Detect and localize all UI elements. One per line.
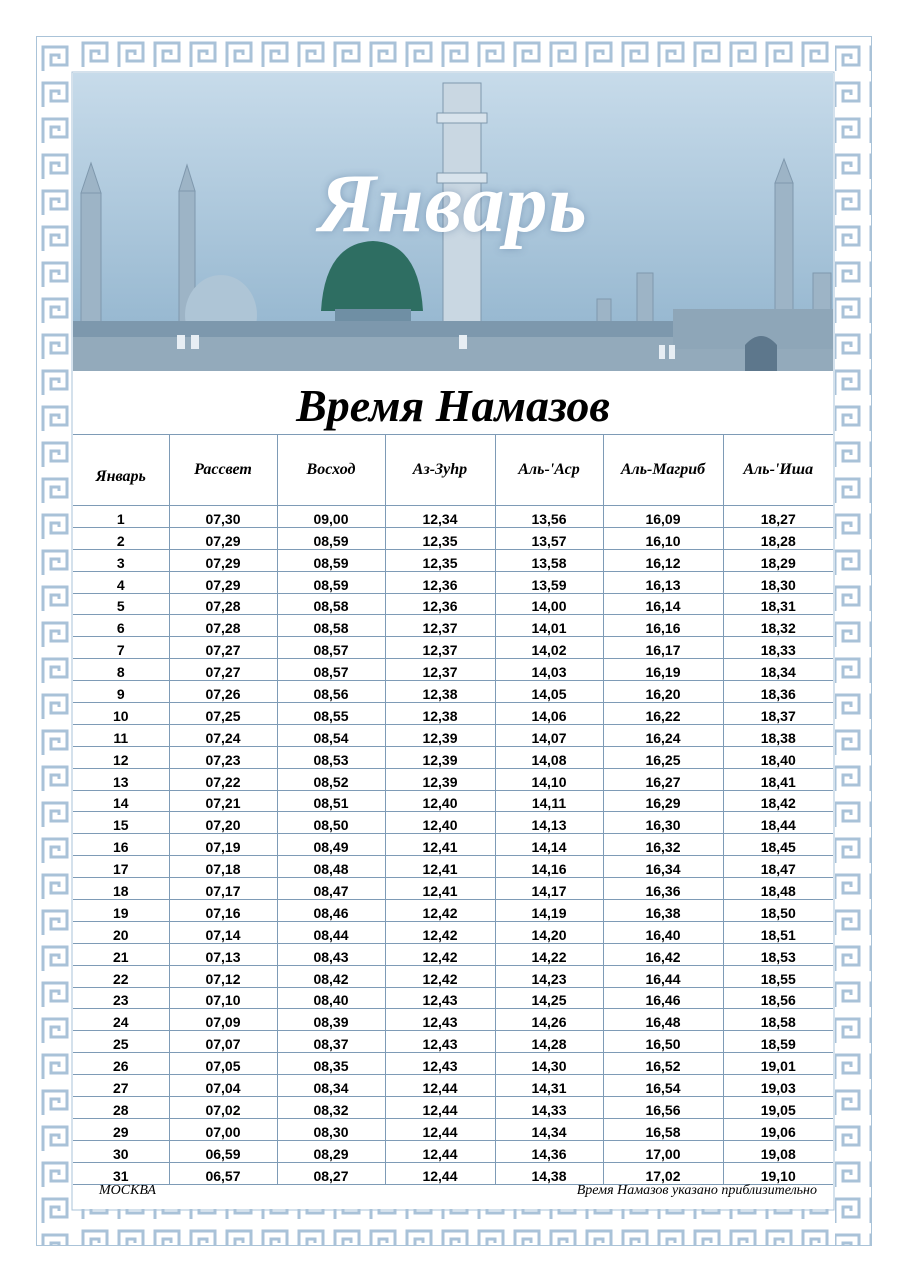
cell-isha: 18,33 [723,637,833,659]
cell-isha: 18,51 [723,921,833,943]
cell-maghrib: 16,22 [603,703,723,725]
cell-isha: 18,38 [723,724,833,746]
table-row [73,1075,833,1097]
cell-sunrise: 08,59 [277,571,385,593]
cell-dawn: 07,23 [169,746,277,768]
cell-day: 1 [73,506,169,528]
cell-day: 4 [73,571,169,593]
cell-maghrib: 16,52 [603,1053,723,1075]
table-row [73,703,833,725]
cell-day: 16 [73,834,169,856]
table-body [73,506,833,1185]
cell-maghrib: 17,00 [603,1140,723,1162]
cell-maghrib: 16,25 [603,746,723,768]
cell-asr: 14,07 [495,724,603,746]
cell-isha: 19,03 [723,1075,833,1097]
cell-zuhr: 12,36 [385,593,495,615]
mosque-banner [73,73,833,371]
cell-isha: 18,32 [723,615,833,637]
cell-dawn: 07,21 [169,790,277,812]
page-frame [36,36,872,1246]
cell-zuhr: 12,42 [385,900,495,922]
cell-isha: 19,06 [723,1118,833,1140]
table-row [73,1053,833,1075]
cell-asr: 14,08 [495,746,603,768]
cell-day: 11 [73,724,169,746]
cell-sunrise: 08,58 [277,593,385,615]
cell-dawn: 07,27 [169,637,277,659]
footer-city: МОСКВА [99,1183,156,1198]
cell-isha: 18,58 [723,1009,833,1031]
cell-day: 22 [73,965,169,987]
cell-maghrib: 16,34 [603,856,723,878]
cell-isha: 18,44 [723,812,833,834]
cell-sunrise: 08,53 [277,746,385,768]
cell-sunrise: 08,37 [277,1031,385,1053]
table-row [73,637,833,659]
cell-maghrib: 16,10 [603,527,723,549]
cell-maghrib: 16,40 [603,921,723,943]
cell-dawn: 07,26 [169,681,277,703]
cell-zuhr: 12,43 [385,1031,495,1053]
cell-zuhr: 12,44 [385,1140,495,1162]
table-row [73,746,833,768]
cell-asr: 14,36 [495,1140,603,1162]
cell-asr: 14,34 [495,1118,603,1140]
cell-maghrib: 16,29 [603,790,723,812]
cell-sunrise: 08,46 [277,900,385,922]
month-banner-title: Январь [318,157,588,250]
cell-sunrise: 08,40 [277,987,385,1009]
cell-zuhr: 12,41 [385,878,495,900]
cell-sunrise: 08,34 [277,1075,385,1097]
cell-zuhr: 12,34 [385,506,495,528]
cell-day: 20 [73,921,169,943]
cell-dawn: 07,17 [169,878,277,900]
table-row [73,812,833,834]
cell-maghrib: 16,38 [603,900,723,922]
cell-day: 14 [73,790,169,812]
table-row [73,856,833,878]
cell-isha: 18,55 [723,965,833,987]
table-row [73,571,833,593]
table-row [73,768,833,790]
table-row [73,790,833,812]
cell-asr: 13,58 [495,549,603,571]
cell-zuhr: 12,43 [385,1053,495,1075]
cell-isha: 18,36 [723,681,833,703]
cell-day: 30 [73,1140,169,1162]
cell-day: 31 [73,1162,169,1184]
cell-day: 5 [73,593,169,615]
cell-asr: 14,33 [495,1097,603,1119]
cell-dawn: 07,02 [169,1097,277,1119]
cell-dawn: 07,13 [169,943,277,965]
footer-note: Время Намазов указано приблизительно [576,1183,817,1198]
content-area [73,73,833,1209]
cell-zuhr: 12,42 [385,943,495,965]
table-header-row [73,435,833,506]
cell-asr: 14,16 [495,856,603,878]
cell-zuhr: 12,39 [385,746,495,768]
cell-dawn: 07,28 [169,615,277,637]
cell-sunrise: 08,42 [277,965,385,987]
cell-maghrib: 16,32 [603,834,723,856]
cell-asr: 14,25 [495,987,603,1009]
cell-isha: 18,28 [723,527,833,549]
cell-zuhr: 12,44 [385,1097,495,1119]
cell-asr: 14,02 [495,637,603,659]
cell-sunrise: 08,59 [277,549,385,571]
cell-sunrise: 09,00 [277,506,385,528]
cell-asr: 14,26 [495,1009,603,1031]
cell-maghrib: 16,12 [603,549,723,571]
cell-sunrise: 08,58 [277,615,385,637]
table-row [73,943,833,965]
cell-day: 25 [73,1031,169,1053]
cell-dawn: 06,59 [169,1140,277,1162]
cell-day: 21 [73,943,169,965]
cell-maghrib: 16,13 [603,571,723,593]
cell-sunrise: 08,50 [277,812,385,834]
cell-zuhr: 12,44 [385,1075,495,1097]
cell-day: 13 [73,768,169,790]
cell-isha: 18,29 [723,549,833,571]
cell-sunrise: 08,35 [277,1053,385,1075]
cell-zuhr: 12,35 [385,549,495,571]
cell-maghrib: 16,42 [603,943,723,965]
cell-isha: 18,27 [723,506,833,528]
cell-maghrib: 16,36 [603,878,723,900]
cell-day: 7 [73,637,169,659]
cell-dawn: 07,18 [169,856,277,878]
cell-day: 3 [73,549,169,571]
table-row [73,659,833,681]
cell-dawn: 07,14 [169,921,277,943]
cell-day: 29 [73,1118,169,1140]
cell-maghrib: 16,30 [603,812,723,834]
cell-sunrise: 08,29 [277,1140,385,1162]
cell-day: 2 [73,527,169,549]
cell-isha: 18,41 [723,768,833,790]
cell-zuhr: 12,43 [385,1009,495,1031]
cell-zuhr: 12,39 [385,724,495,746]
cell-isha: 18,30 [723,571,833,593]
cell-zuhr: 12,41 [385,834,495,856]
cell-zuhr: 12,40 [385,812,495,834]
cell-day: 6 [73,615,169,637]
cell-asr: 14,03 [495,659,603,681]
table-row [73,900,833,922]
cell-dawn: 06,57 [169,1162,277,1184]
cell-day: 10 [73,703,169,725]
cell-dawn: 07,05 [169,1053,277,1075]
cell-dawn: 07,09 [169,1009,277,1031]
cell-isha: 18,42 [723,790,833,812]
cell-asr: 14,14 [495,834,603,856]
header-zuhr: Аз-Зуhр [385,435,495,506]
cell-zuhr: 12,38 [385,681,495,703]
table-row [73,681,833,703]
cell-asr: 13,57 [495,527,603,549]
cell-day: 27 [73,1075,169,1097]
cell-zuhr: 12,38 [385,703,495,725]
cell-maghrib: 16,20 [603,681,723,703]
cell-dawn: 07,12 [169,965,277,987]
table-row [73,965,833,987]
cell-sunrise: 08,44 [277,921,385,943]
table-row [73,506,833,528]
table-row [73,1162,833,1184]
cell-day: 18 [73,878,169,900]
cell-day: 12 [73,746,169,768]
cell-zuhr: 12,39 [385,768,495,790]
cell-dawn: 07,28 [169,593,277,615]
cell-maghrib: 16,48 [603,1009,723,1031]
cell-sunrise: 08,48 [277,856,385,878]
cell-zuhr: 12,42 [385,965,495,987]
cell-day: 8 [73,659,169,681]
cell-maghrib: 17,02 [603,1162,723,1184]
cell-maghrib: 16,14 [603,593,723,615]
cell-maghrib: 16,50 [603,1031,723,1053]
cell-isha: 18,34 [723,659,833,681]
table-row [73,1118,833,1140]
cell-zuhr: 12,44 [385,1162,495,1184]
header-dawn: Рассвет [169,435,277,506]
cell-isha: 18,37 [723,703,833,725]
cell-isha: 19,08 [723,1140,833,1162]
cell-dawn: 07,29 [169,549,277,571]
table-row [73,1009,833,1031]
cell-sunrise: 08,59 [277,527,385,549]
cell-day: 17 [73,856,169,878]
cell-dawn: 07,00 [169,1118,277,1140]
cell-asr: 14,23 [495,965,603,987]
table-row [73,1140,833,1162]
cell-dawn: 07,30 [169,506,277,528]
cell-asr: 14,38 [495,1162,603,1184]
cell-dawn: 07,29 [169,527,277,549]
cell-asr: 14,10 [495,768,603,790]
cell-asr: 14,28 [495,1031,603,1053]
cell-isha: 19,10 [723,1162,833,1184]
cell-isha: 18,31 [723,593,833,615]
table-row [73,615,833,637]
cell-isha: 18,48 [723,878,833,900]
cell-isha: 18,45 [723,834,833,856]
cell-maghrib: 16,44 [603,965,723,987]
table-row [73,724,833,746]
cell-day: 28 [73,1097,169,1119]
cell-dawn: 07,22 [169,768,277,790]
cell-asr: 13,59 [495,571,603,593]
cell-maghrib: 16,54 [603,1075,723,1097]
cell-asr: 14,31 [495,1075,603,1097]
cell-asr: 14,30 [495,1053,603,1075]
cell-asr: 13,56 [495,506,603,528]
cell-maghrib: 16,46 [603,987,723,1009]
cell-sunrise: 08,49 [277,834,385,856]
cell-sunrise: 08,47 [277,878,385,900]
cell-sunrise: 08,55 [277,703,385,725]
cell-dawn: 07,25 [169,703,277,725]
cell-zuhr: 12,40 [385,790,495,812]
cell-asr: 14,06 [495,703,603,725]
cell-dawn: 07,24 [169,724,277,746]
cell-zuhr: 12,42 [385,921,495,943]
cell-isha: 19,01 [723,1053,833,1075]
cell-zuhr: 12,35 [385,527,495,549]
cell-asr: 14,01 [495,615,603,637]
table-row [73,527,833,549]
cell-sunrise: 08,57 [277,659,385,681]
header-asr: Аль-'Аср [495,435,603,506]
table-row [73,593,833,615]
cell-dawn: 07,07 [169,1031,277,1053]
cell-maghrib: 16,09 [603,506,723,528]
table-row [73,878,833,900]
cell-asr: 14,11 [495,790,603,812]
cell-maghrib: 16,19 [603,659,723,681]
cell-sunrise: 08,54 [277,724,385,746]
cell-day: 19 [73,900,169,922]
header-sunrise: Восход [277,435,385,506]
cell-maghrib: 16,16 [603,615,723,637]
cell-zuhr: 12,37 [385,637,495,659]
cell-dawn: 07,19 [169,834,277,856]
header-month: Январь [73,435,169,506]
cell-dawn: 07,04 [169,1075,277,1097]
cell-sunrise: 08,43 [277,943,385,965]
cell-zuhr: 12,36 [385,571,495,593]
cell-isha: 18,59 [723,1031,833,1053]
cell-asr: 14,20 [495,921,603,943]
cell-zuhr: 12,44 [385,1118,495,1140]
cell-sunrise: 08,39 [277,1009,385,1031]
cell-sunrise: 08,52 [277,768,385,790]
cell-asr: 14,19 [495,900,603,922]
cell-isha: 19,05 [723,1097,833,1119]
cell-isha: 18,53 [723,943,833,965]
header-maghrib: Аль-Магриб [603,435,723,506]
cell-maghrib: 16,58 [603,1118,723,1140]
cell-dawn: 07,10 [169,987,277,1009]
cell-sunrise: 08,51 [277,790,385,812]
cell-day: 15 [73,812,169,834]
cell-dawn: 07,16 [169,900,277,922]
cell-day: 26 [73,1053,169,1075]
cell-maghrib: 16,27 [603,768,723,790]
cell-sunrise: 08,32 [277,1097,385,1119]
cell-maghrib: 16,24 [603,724,723,746]
table-row [73,921,833,943]
cell-day: 23 [73,987,169,1009]
cell-day: 9 [73,681,169,703]
cell-dawn: 07,20 [169,812,277,834]
table-row [73,1031,833,1053]
cell-maghrib: 16,56 [603,1097,723,1119]
cell-zuhr: 12,37 [385,659,495,681]
cell-isha: 18,40 [723,746,833,768]
cell-sunrise: 08,30 [277,1118,385,1140]
table-row [73,1097,833,1119]
prayer-times-table [73,434,833,1185]
cell-day: 24 [73,1009,169,1031]
cell-asr: 14,22 [495,943,603,965]
cell-maghrib: 16,17 [603,637,723,659]
header-isha: Аль-'Иша [723,435,833,506]
cell-zuhr: 12,37 [385,615,495,637]
page-title: Время Намазов [296,380,610,431]
cell-asr: 14,13 [495,812,603,834]
cell-sunrise: 08,56 [277,681,385,703]
cell-zuhr: 12,41 [385,856,495,878]
cell-zuhr: 12,43 [385,987,495,1009]
cell-dawn: 07,29 [169,571,277,593]
cell-dawn: 07,27 [169,659,277,681]
cell-sunrise: 08,27 [277,1162,385,1184]
cell-asr: 14,05 [495,681,603,703]
cell-sunrise: 08,57 [277,637,385,659]
cell-isha: 18,47 [723,856,833,878]
table-row [73,987,833,1009]
table-row [73,549,833,571]
cell-isha: 18,56 [723,987,833,1009]
cell-asr: 14,00 [495,593,603,615]
table-row [73,834,833,856]
cell-asr: 14,17 [495,878,603,900]
cell-isha: 18,50 [723,900,833,922]
